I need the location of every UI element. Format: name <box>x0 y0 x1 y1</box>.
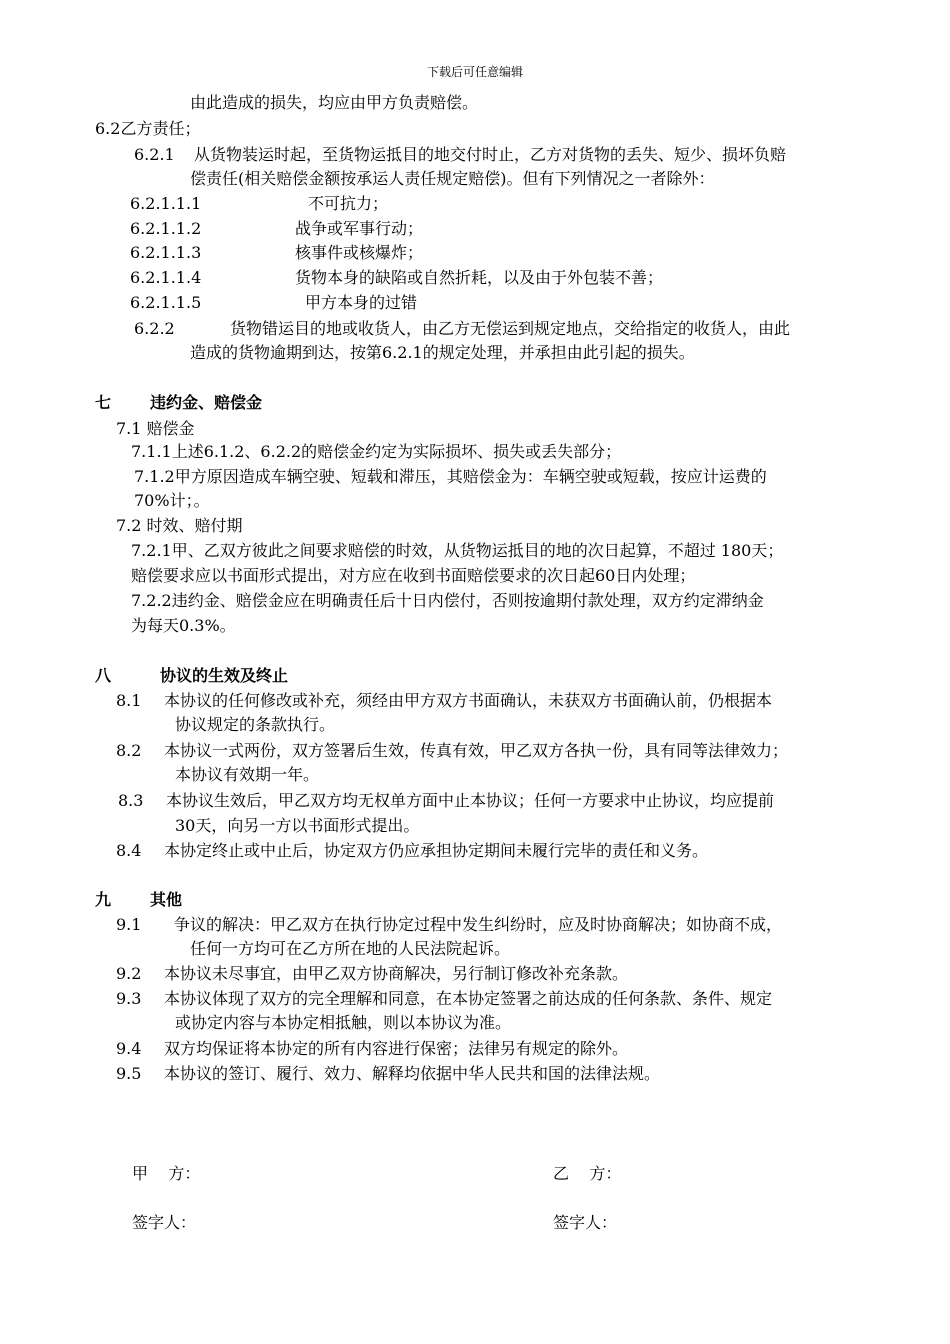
clause-8-2-number: 8.2 <box>116 741 142 760</box>
clause-6-2-1-line2: 偿责任(相关赔偿金额按承运人责任规定赔偿)。但有下列情况之一者除外： <box>190 169 715 188</box>
clause-6-2-2-line2: 造成的货物逾期到达，按第6.2.1的规定处理，并承担由此引起的损失。 <box>190 343 695 362</box>
clause-8-1-number: 8.1 <box>116 691 142 710</box>
clause-9-3-number: 9.3 <box>116 989 142 1008</box>
section-8-number: 八 <box>95 666 112 685</box>
clause-9-4-line1: 双方均保证将本协定的所有内容进行保密；法律另有规定的除外。 <box>164 1039 629 1058</box>
clause-7-1-heading: 7.1 赔偿金 <box>116 419 195 438</box>
clause-9-5-number: 9.5 <box>116 1064 142 1083</box>
clause-8-3-line2: 30天，向另一方以书面形式提出。 <box>175 816 420 835</box>
clause-9-4-number: 9.4 <box>116 1039 142 1058</box>
clause-8-2-line1: 本协议一式两份，双方签署后生效，传真有效，甲乙双方各执一份，具有同等法律效力； <box>164 741 789 760</box>
clause-6-2-1-line1: 从货物装运时起，至货物运抵目的地交付时止，乙方对货物的丢失、短少、损坏负赔 <box>194 145 787 164</box>
clause-8-4-line1: 本协定终止或中止后，协定双方仍应承担协定期间未履行完毕的责任和义务。 <box>164 841 709 860</box>
exception-text: 核事件或核爆炸； <box>295 243 424 262</box>
page-header: 下载后可任意编辑 <box>426 65 523 79</box>
clause-7-2-2-line1: 7.2.2违约金、赔偿金应在明确责任后十日内偿付，否则按逾期付款处理，双方约定滞纳金 <box>131 591 764 610</box>
exception-number: 6.2.1.1.1 <box>130 194 202 213</box>
party-a-label: 甲 方： <box>132 1164 201 1183</box>
exception-text: 不可抗力； <box>308 194 389 213</box>
exception-text: 甲方本身的过错 <box>305 293 418 312</box>
section-7-number: 七 <box>95 393 112 412</box>
clause-9-1-line1: 争议的解决：甲乙双方在执行协定过程中发生纠纷时，应及时协商解决；如协商不成， <box>174 915 783 934</box>
clause-8-4-number: 8.4 <box>116 841 142 860</box>
clause-8-3-number: 8.3 <box>118 791 144 810</box>
clause-7-2-1-line1: 7.2.1甲、乙双方彼此之间要求赔偿的时效，从货物运抵目的地的次日起算，不超过 180天； <box>131 541 784 560</box>
clause-8-1-line1: 本协议的任何修改或补充，须经由甲方双方书面确认，未获双方书面确认前，仍根据本 <box>164 691 773 710</box>
exception-text: 战争或军事行动； <box>295 219 424 238</box>
clause-9-3-line2: 或协定内容与本协定相抵触，则以本协议为准。 <box>175 1013 512 1032</box>
clause-8-2-line2: 本协议有效期一年。 <box>175 765 320 784</box>
clause-7-2-1-line2: 赔偿要求应以书面形式提出，对方应在收到书面赔偿要求的次日起60日内处理； <box>131 566 696 585</box>
signer-b-label: 签字人： <box>553 1213 618 1232</box>
clause-9-2-number: 9.2 <box>116 964 142 983</box>
party-b-label: 乙 方： <box>553 1164 622 1183</box>
clause-6-2-2-line1: 货物错运目的地或收货人，由乙方无偿运到规定地点，交给指定的收货人，由此 <box>230 319 791 338</box>
clause-9-5-line1: 本协议的签订、履行、效力、解释均依据中华人民共和国的法律法规。 <box>164 1064 661 1083</box>
clause-9-1-number: 9.1 <box>116 915 142 934</box>
exception-number: 6.2.1.1.2 <box>130 219 202 238</box>
clause-7-2-2-line2: 为每天0.3%。 <box>131 616 236 635</box>
clause-6-2-heading: 6.2乙方责任； <box>95 119 201 138</box>
exception-text: 货物本身的缺陷或自然折耗，以及由于外包装不善； <box>295 268 664 287</box>
section-9-number: 九 <box>95 890 112 909</box>
clause-8-1-line2: 协议规定的条款执行。 <box>175 715 336 734</box>
exception-number: 6.2.1.1.4 <box>130 268 202 287</box>
clause-6-1-continuation: 由此造成的损失，均应由甲方负责赔偿。 <box>190 93 479 112</box>
exception-number: 6.2.1.1.5 <box>130 293 202 312</box>
clause-9-3-line1: 本协议体现了双方的完全理解和同意，在本协定签署之前达成的任何条款、条件、规定 <box>164 989 773 1008</box>
section-7-title: 违约金、赔偿金 <box>150 393 263 412</box>
exception-number: 6.2.1.1.3 <box>130 243 202 262</box>
clause-7-1-2-line2: 70%计；。 <box>134 491 210 510</box>
section-8-title: 协议的生效及终止 <box>160 666 289 685</box>
clause-9-2-line1: 本协议未尽事宜，由甲乙双方协商解决，另行制订修改补充条款。 <box>164 964 629 983</box>
clause-7-1-1: 7.1.1上述6.1.2、6.2.2的赔偿金约定为实际损坏、损失或丢失部分； <box>131 442 622 461</box>
clause-9-1-line2: 任何一方均可在乙方所在地的人民法院起诉。 <box>190 939 511 958</box>
clause-8-3-line1: 本协议生效后，甲乙双方均无权单方面中止本协议；任何一方要求中止协议，均应提前 <box>166 791 775 810</box>
clause-7-2-heading: 7.2 时效、赔付期 <box>116 516 243 535</box>
clause-7-1-2-line1: 7.1.2甲方原因造成车辆空驶、短载和滞压，其赔偿金为：车辆空驶或短载，按应计运费的 <box>134 467 767 486</box>
section-9-title: 其他 <box>150 890 183 909</box>
clause-6-2-2-number: 6.2.2 <box>134 319 175 338</box>
signer-a-label: 签字人： <box>132 1213 197 1232</box>
clause-6-2-1-number: 6.2.1 <box>134 145 175 164</box>
